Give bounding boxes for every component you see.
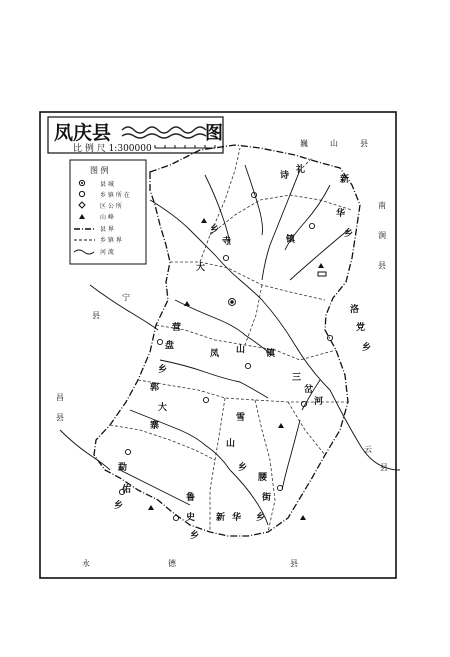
neighbor-label: 县 [360,139,368,148]
map-title: 凤庆县 [54,122,112,144]
place-label: 岔 [304,385,314,395]
place-label: 三 [292,373,302,383]
place-label: 街 [262,493,272,503]
neighbor-label: 永 [82,559,90,568]
place-label: 镇 [266,349,276,359]
neighbor-label: 山 [330,139,338,148]
place-label: 腰 [258,473,268,483]
place-label: 大 [196,263,206,273]
legend-heading: 图 例 [90,166,109,175]
neighbor-label: 县 [380,463,388,472]
neighbor-label: 县 [290,559,298,568]
place-label: 勐 [118,463,128,473]
legend-label-township: 乡 镇 所 在 [100,192,130,199]
place-label: 盘 [165,341,175,351]
neighbor-label: 云 [364,445,372,454]
neighbor-label: 县 [92,311,100,320]
legend-label-district: 区 公 所 [100,203,122,210]
place-label: 乡 [344,229,354,239]
place-label: 寨 [150,421,160,431]
place-label: 史 [186,513,196,523]
place-label: 佑 [122,485,132,495]
place-label: 乡 [190,531,200,541]
place-label: 山 [226,439,236,449]
place-label: 鲁 [186,493,196,503]
legend-label-county-seat: 县 城 [100,181,114,188]
legend [70,160,146,264]
place-label: 寺 [222,237,232,247]
place-label: 营 [172,323,182,333]
place-label: 乡 [256,513,266,523]
place-label: 雪 [236,413,246,423]
place-label: 礼 [296,165,306,175]
place-label: 新 [340,175,350,185]
place-label: 华 [232,513,242,523]
place-label: 乡 [158,365,168,375]
neighbor-label: 县 [378,261,386,270]
place-label: 洛 [350,305,360,315]
neighbor-label: 县 [56,413,64,422]
place-label: 新 [216,513,226,523]
place-label: 诗 [280,171,290,181]
place-label: 乡 [362,343,372,353]
neighbor-label: 昌 [56,393,64,402]
place-label: 郭 [150,383,160,393]
place-label: 华 [336,209,346,219]
neighbor-label: 涧 [378,231,386,240]
place-label: 山 [236,345,246,355]
place-label: 河 [314,397,324,407]
neighbor-label: 巍 [300,139,308,148]
neighbor-label: 德 [168,559,176,568]
place-label: 乡 [114,501,124,511]
place-label: 乡 [210,225,220,235]
neighbor-label: 南 [378,201,386,210]
neighbor-label: 宁 [122,293,130,302]
legend-label-peak: 山 峰 [100,214,114,221]
place-label: 大 [158,403,168,413]
place-label: 凤 [210,349,220,359]
place-label: 党 [356,323,366,333]
map-subtitle: 图 [205,123,223,144]
place-label: 镇 [286,235,296,245]
scale-label: 比 例 尺 1:300000 [73,144,152,154]
place-label: 乡 [238,463,248,473]
legend-label-river: 河 流 [100,249,114,256]
legend-label-county-border: 县 界 [100,226,114,233]
legend-label-township-border: 乡 镇 界 [100,237,122,244]
